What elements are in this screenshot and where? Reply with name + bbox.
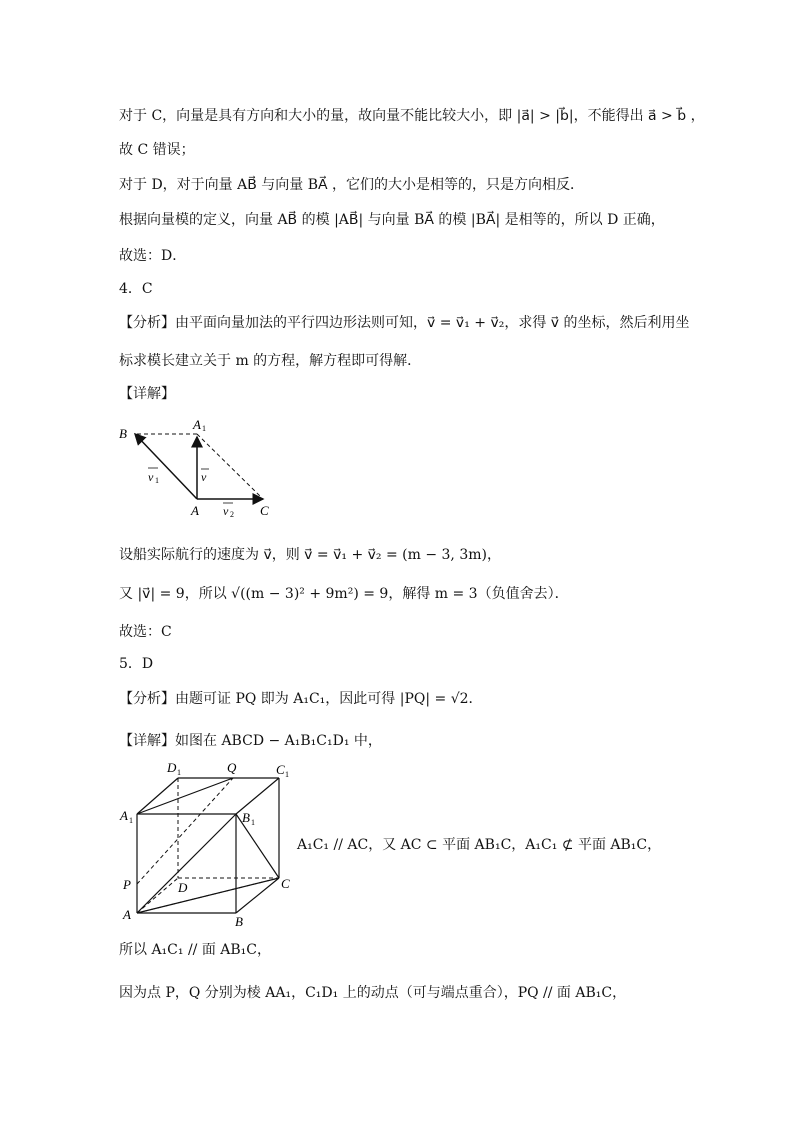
edge-AB1 (137, 814, 236, 913)
label-v: v (201, 470, 207, 484)
dashed-edge-A1C (197, 434, 261, 497)
text-line-14: 【分析】由题可证 PQ 即为 A₁C₁，因此可得 |PQ| = √2． (119, 691, 483, 707)
label-A1-sub: 1 (202, 424, 206, 433)
text-line-7: 【分析】由平面向量加法的平行四边形法则可知，v⃗ = v⃗₁ + v⃗₂，求得 v⃗ 的坐标，然后利用坐 (119, 315, 690, 331)
label-A1: A (120, 808, 128, 823)
text-line-11: 又 |v⃗| = 9，所以 √((m − 3)² + 9m²) = 9，解得 m = 3（负值舍去）． (119, 586, 569, 602)
text-line-1: 对于 C，向量是具有方向和大小的量，故向量不能比较大小，即 |a⃗| > |b⃗|，不能得出 a⃗ > b⃗ ， (119, 108, 705, 124)
label-A: A (123, 907, 131, 922)
text-line-13: 5．D (119, 656, 154, 672)
label-B: B (119, 426, 127, 441)
text-line-6: 4．C (119, 281, 153, 297)
label-A: A (191, 503, 199, 518)
label-B1-sub: 1 (251, 818, 255, 827)
text-line-15: 【详解】如图在 ABCD − A₁B₁C₁D₁ 中， (119, 733, 382, 749)
text-line-16: A₁C₁ // AC，又 AC ⊂ 平面 AB₁C，A₁C₁ ⊄ 平面 AB₁C， (297, 837, 662, 853)
text-line-2: 故 C 错误； (119, 142, 195, 158)
text-line-4: 根据向量模的定义，向量 AB⃗ 的模 |AB⃗| 与向量 BA⃗ 的模 |BA⃗| 是相等的，所以 D 正确， (119, 212, 665, 228)
label-C: C (260, 503, 269, 518)
label-D1: D (167, 760, 177, 775)
segment-A1Q (137, 778, 233, 814)
label-v1: v (148, 470, 154, 484)
label-v2-sub: 2 (230, 510, 234, 519)
label-Q: Q (227, 760, 237, 775)
cube-figure (115, 758, 295, 930)
label-B1: B (242, 810, 250, 825)
text-line-12: 故选：C (119, 624, 172, 640)
text-line-17: 所以 A₁C₁ // 面 AB₁C， (119, 942, 272, 958)
text-line-18: 因为点 P，Q 分别为棱 AA₁，C₁D₁ 上的动点（可与端点重合），PQ // 面 AB₁C， (119, 985, 627, 1001)
label-P: P (123, 877, 131, 892)
text-line-5: 故选：D． (119, 248, 187, 264)
label-D: D (178, 880, 188, 895)
label-D1-sub: 1 (177, 768, 181, 777)
text-line-9: 【详解】 (119, 386, 175, 402)
text-line-3: 对于 D，对于向量 AB⃗ 与向量 BA⃗ ，它们的大小是相等的，只是方向相反． (119, 177, 585, 193)
vector-parallelogram-figure (115, 416, 285, 522)
label-C: C (281, 876, 290, 891)
text-line-10: 设船实际航行的速度为 v⃗，则 v⃗ = v⃗₁ + v⃗₂ = (m − 3, 3m)， (119, 547, 501, 563)
label-A1-sub: 1 (129, 816, 133, 825)
label-v1-sub: 1 (155, 476, 159, 485)
label-C1: C (276, 762, 285, 777)
text-line-8: 标求模长建立关于 m 的方程，解方程即可得解． (119, 353, 422, 369)
vector-v1 (135, 434, 197, 499)
label-v2: v (223, 504, 229, 518)
label-C1-sub: 1 (285, 770, 289, 779)
label-A1: A (193, 417, 201, 432)
label-B: B (235, 914, 243, 929)
